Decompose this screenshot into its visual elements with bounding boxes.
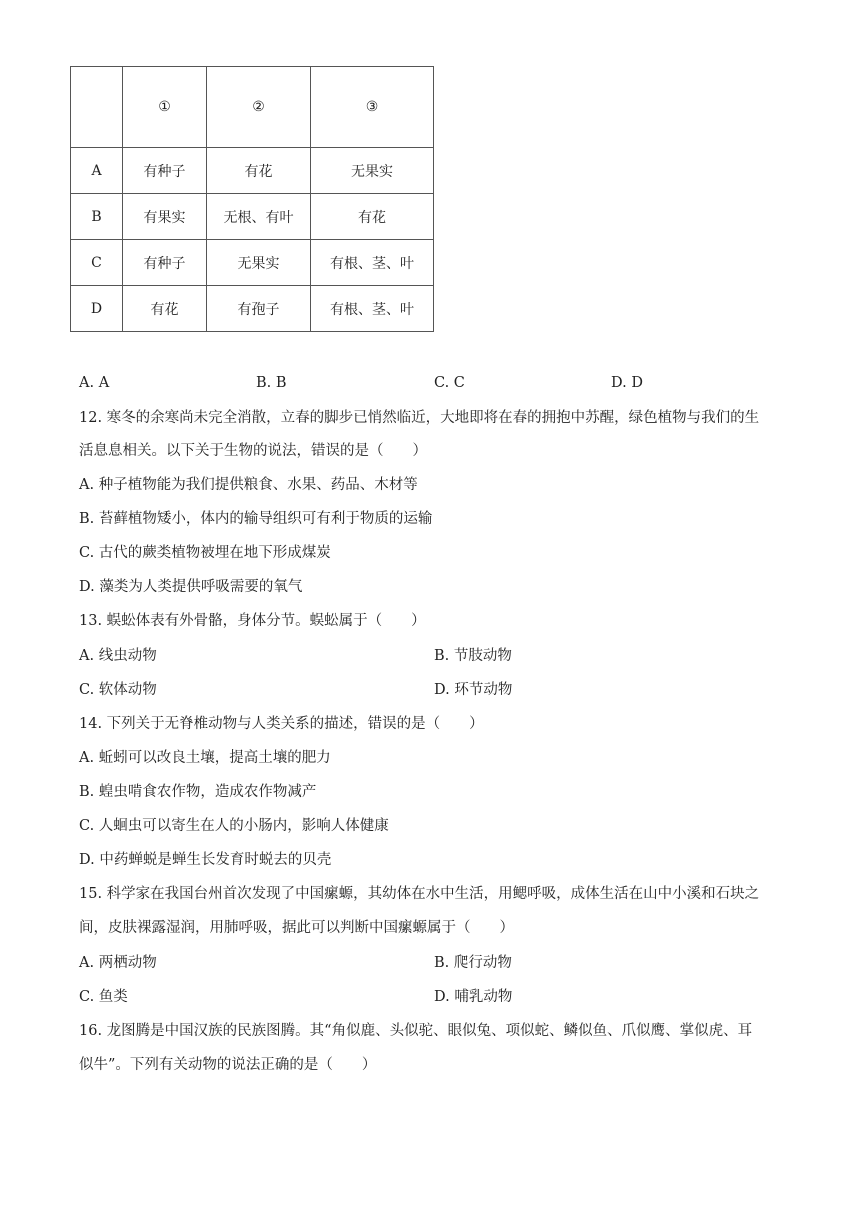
q14-option-b[interactable]: B. 蝗虫啃食农作物，造成农作物减产 [79,784,317,800]
q14-option-d[interactable]: D. 中药蝉蜕是蝉生长发育时蜕去的贝壳 [79,852,332,868]
q15-stem-line1: 15. 科学家在我国台州首次发现了中国瘰螈，其幼体在水中生活，用鳃呼吸，成体生活在山中小溪和石块之 [79,886,760,902]
table-cell: 有孢子 [207,286,311,332]
q13-stem: 13. 蜈蚣体表有外骨骼，身体分节。蜈蚣属于（ ） [79,613,426,629]
q12-option-c[interactable]: C. 古代的蕨类植物被埋在地下形成煤炭 [79,545,331,561]
q12-option-a[interactable]: A. 种子植物能为我们提供粮食、水果、药品、木材等 [79,477,418,493]
table-cell: 无果实 [311,148,434,194]
q14-stem: 14. 下列关于无脊椎动物与人类关系的描述，错误的是（ ） [79,716,484,732]
table-row [71,148,434,194]
q12-option-d[interactable]: D. 藻类为人类提供呼吸需要的氧气 [79,579,303,595]
q12-stem-line2: 活息息相关。以下关于生物的说法，错误的是（ ） [79,443,427,459]
q12-option-b[interactable]: B. 苔藓植物矮小，体内的输导组织可有利于物质的运输 [79,511,433,527]
table-cell: 无果实 [207,240,311,286]
table-cell: ① [123,67,207,148]
q13-option-a[interactable]: A. 线虫动物 [79,648,157,664]
table-cell [71,67,123,148]
table-row [71,194,434,240]
q15-option-d[interactable]: D. 哺乳动物 [434,989,513,1005]
table-cell: 有花 [311,194,434,240]
q13-option-b[interactable]: B. 节肢动物 [434,648,512,664]
q16-stem-line1: 16. 龙图腾是中国汉族的民族图腾。其“角似鹿、头似驼、眼似兔、项似蛇、鳞似鱼、爪似鹰、掌似虎、耳 [79,1023,753,1039]
q13-option-c[interactable]: C. 软体动物 [79,682,157,698]
table-cell: ③ [311,67,434,148]
q11-option-a[interactable]: A. A [79,375,110,391]
table-cell: 无根、有叶 [207,194,311,240]
table-cell: 有根、茎、叶 [311,240,434,286]
table-cell: 有花 [207,148,311,194]
q14-option-a[interactable]: A. 蚯蚓可以改良土壤，提高土壤的肥力 [79,750,331,766]
table-cell: 有根、茎、叶 [311,286,434,332]
q14-option-c[interactable]: C. 人蛔虫可以寄生在人的小肠内，影响人体健康 [79,818,389,834]
q13-option-d[interactable]: D. 环节动物 [434,682,513,698]
table-cell: 有花 [123,286,207,332]
q15-option-b[interactable]: B. 爬行动物 [434,955,512,971]
table-cell: 有果实 [123,194,207,240]
q12-stem-line1: 12. 寒冬的余寒尚未完全消散，立春的脚步已悄然临近，大地即将在春的拥抱中苏醒，绿色植物与我们的生 [79,410,760,426]
q15-stem-line2: 间，皮肤裸露湿润，用肺呼吸，据此可以判断中国瘰螈属于（ ） [79,920,514,936]
q11-option-b[interactable]: B. B [256,375,287,391]
table-cell: 有种子 [123,148,207,194]
table-cell: A [71,148,123,194]
table-header-row [71,67,434,148]
table-cell: 有种子 [123,240,207,286]
q15-option-c[interactable]: C. 鱼类 [79,989,128,1005]
table-cell: ② [207,67,311,148]
table-cell: C [71,240,123,286]
q11-option-d[interactable]: D. D [611,375,643,391]
table-cell: D [71,286,123,332]
options-table [70,66,434,332]
q16-stem-line2: 似牛”。下列有关动物的说法正确的是（ ） [79,1057,377,1073]
table-row [71,240,434,286]
table-cell: B [71,194,123,240]
q15-option-a[interactable]: A. 两栖动物 [79,955,157,971]
q11-option-c[interactable]: C. C [434,375,465,391]
table-row [71,286,434,332]
